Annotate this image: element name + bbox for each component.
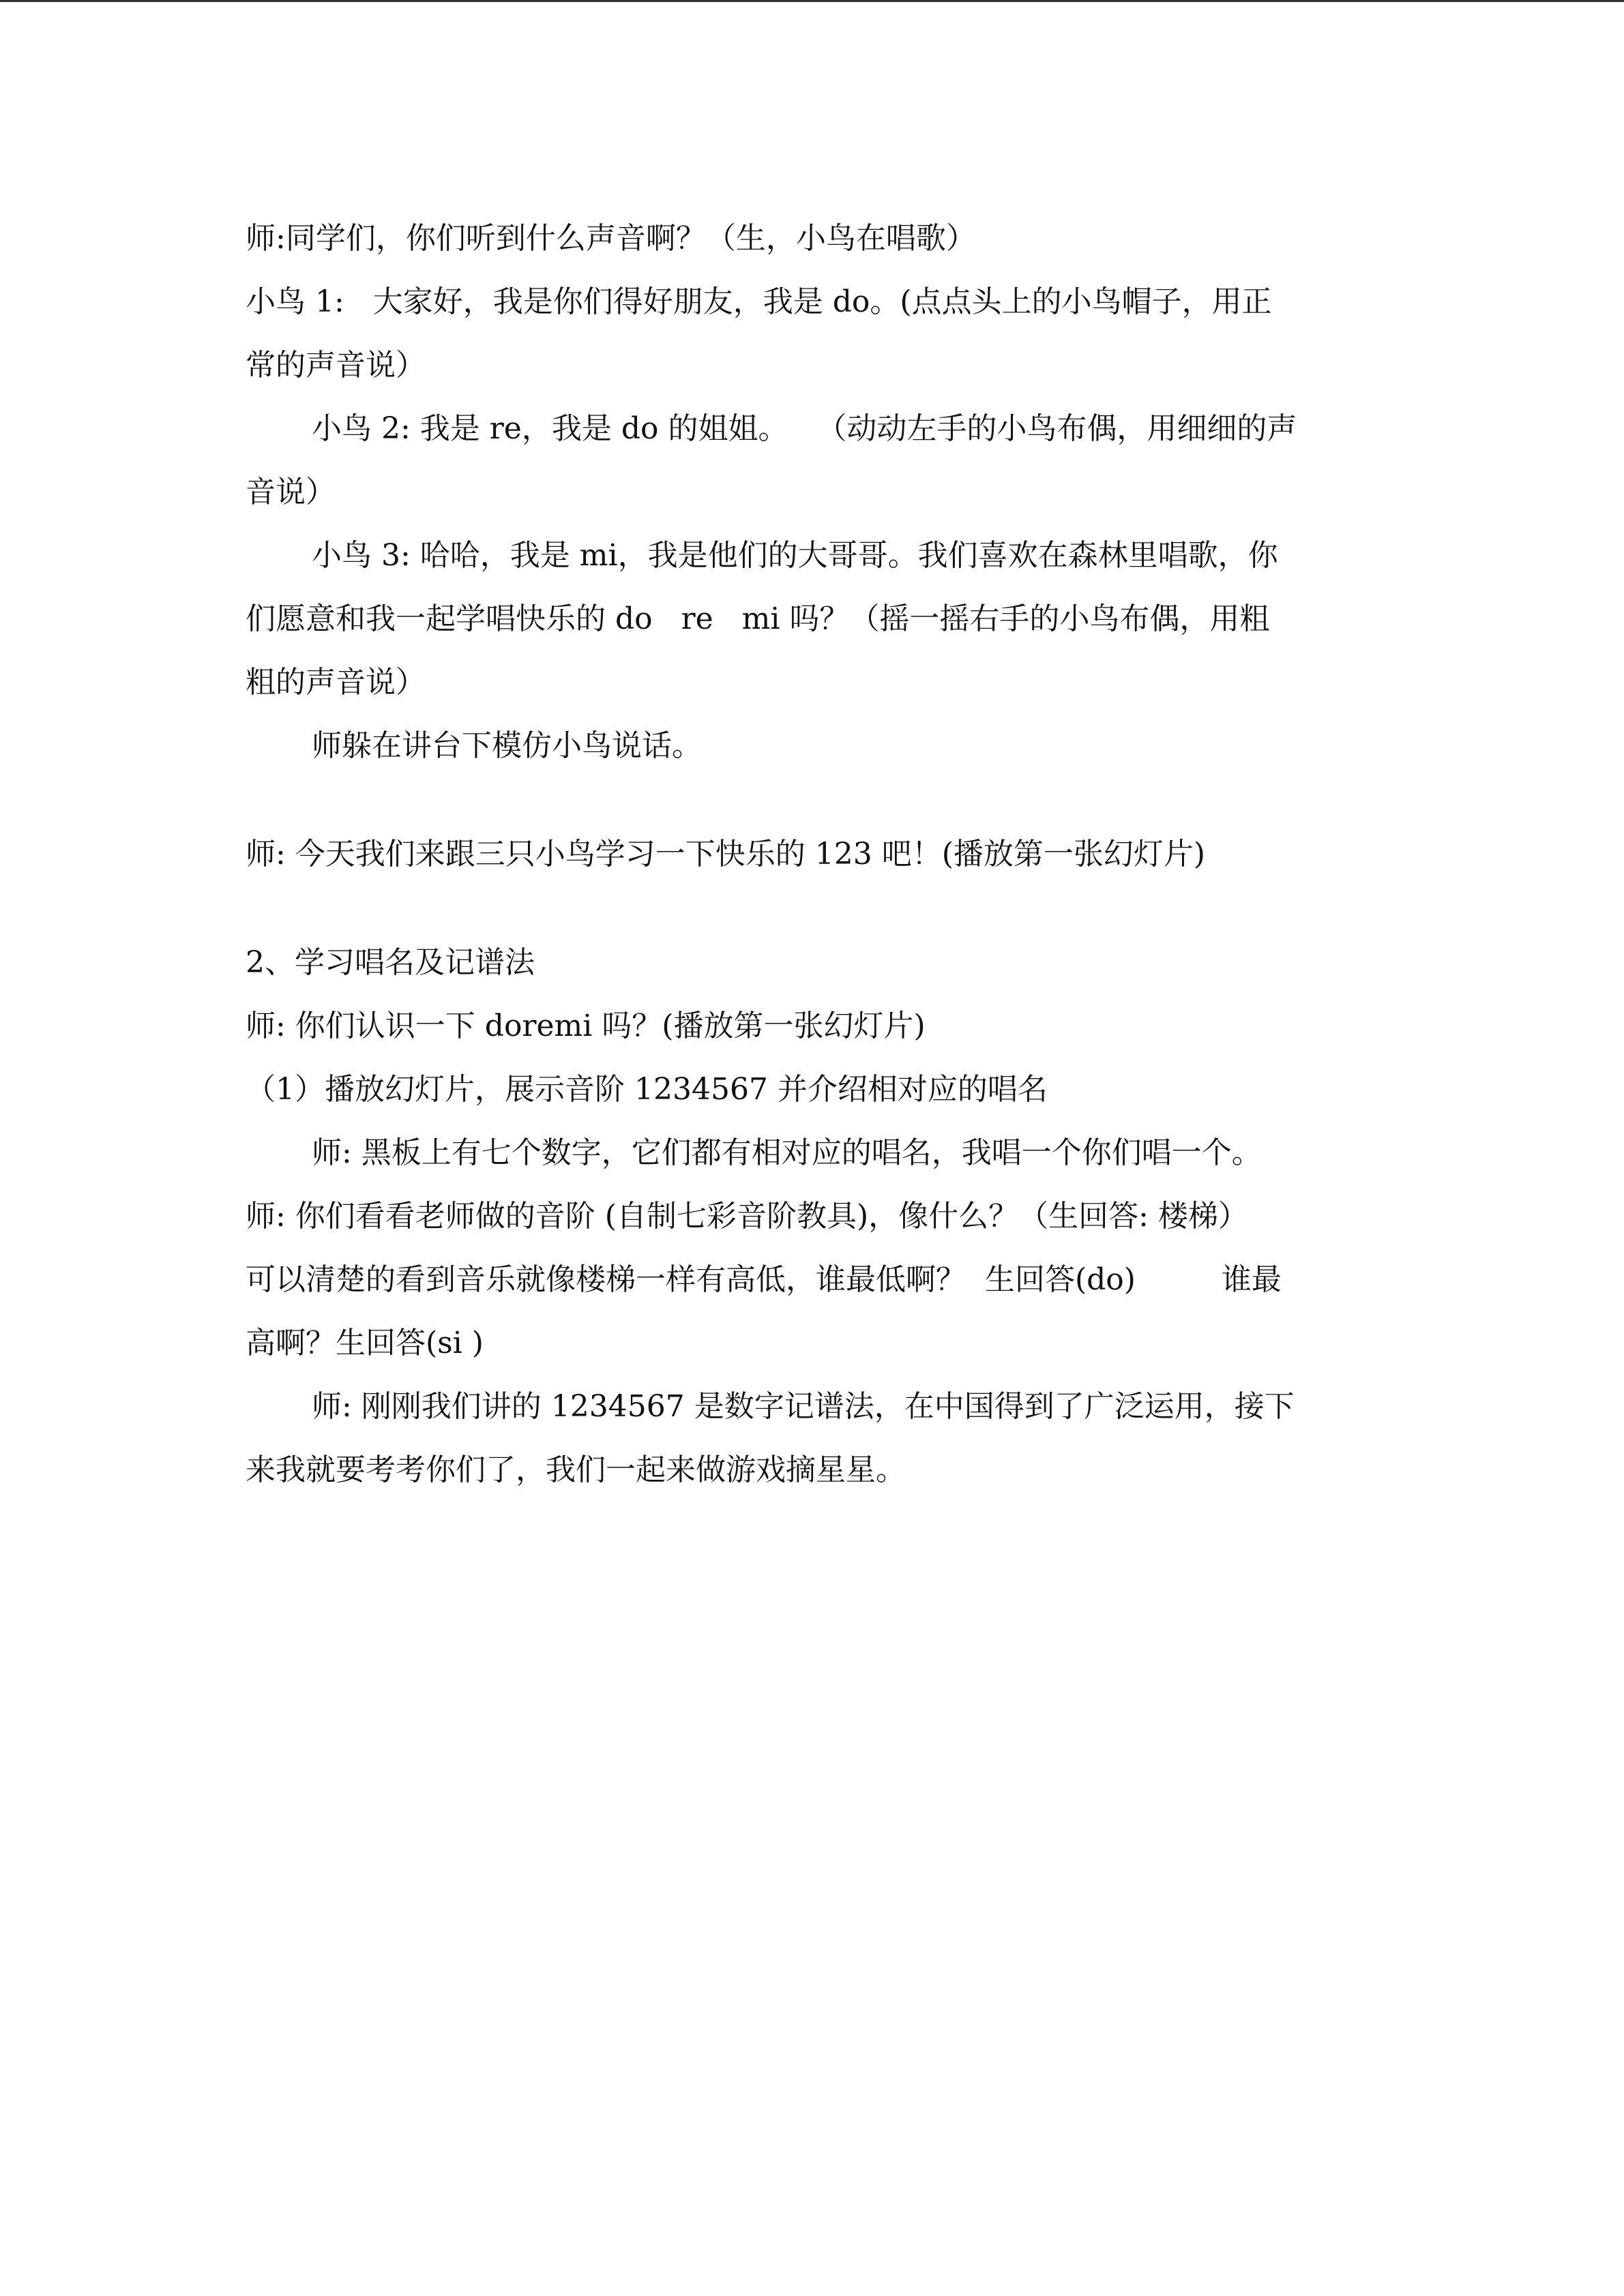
- paragraph-spacer: [246, 777, 1381, 822]
- document-body: [246, 207, 1381, 1502]
- paragraph-line: 来我就要考考你们了，我们一起来做游戏摘星星。: [246, 1452, 906, 1487]
- paragraph-line: 师: 刚刚我们讲的 1234567 是数字记谱法，在中国得到了广泛运用，接下: [312, 1389, 1295, 1424]
- paragraph-line: 高啊？生回答(si ): [246, 1326, 484, 1360]
- paragraph-line: 师: 你们认识一下 doremi 吗？(播放第一张幻灯片): [246, 1009, 926, 1043]
- paragraph-line: 师躲在讲台下模仿小鸟说话。: [312, 728, 702, 763]
- paragraph-line: 师: 今天我们来跟三只小鸟学习一下快乐的 123 吧！(播放第一张幻灯片): [246, 837, 1206, 871]
- paragraph-line: 常的声音说）: [246, 348, 426, 383]
- paragraph-line: （1）播放幻灯片，展示音阶 1234567 并介绍相对应的唱名: [246, 1072, 1048, 1107]
- paragraph-line: 可以清楚的看到音乐就像楼梯一样有高低，谁最低啊？ 生回答(do) 谁最: [246, 1262, 1282, 1297]
- paragraph-spacer: [246, 886, 1381, 931]
- paragraph-line: 小鸟 3: 哈哈，我是 mi，我是他们的大哥哥。我们喜欢在森林里唱歌，你: [312, 538, 1278, 573]
- section-heading: 2、学习唱名及记谱法: [246, 945, 535, 980]
- paragraph-line: 粗的声音说）: [246, 665, 426, 700]
- paragraph-line: 小鸟 1: 大家好，我是你们得好朋友，我是 do。(点点头上的小鸟帽子，用正: [246, 284, 1272, 319]
- paragraph-line: 师: 你们看看老师做的音阶 (自制七彩音阶教具)，像什么？（生回答: 楼梯）: [246, 1199, 1248, 1234]
- paragraph-line: 师:同学们，你们听到什么声音啊？（生，小鸟在唱歌）: [246, 221, 976, 256]
- paragraph-line: 音说）: [246, 475, 336, 509]
- paragraph-line: 师: 黑板上有七个数字，它们都有相对应的唱名，我唱一个你们唱一个。: [312, 1135, 1262, 1170]
- paragraph-line: 们愿意和我一起学唱快乐的 do re mi 吗？（摇一摇右手的小鸟布偶，用粗: [246, 601, 1270, 636]
- paragraph-line: 小鸟 2: 我是 re，我是 do 的姐姐。 （动动左手的小鸟布偶，用细细的声: [312, 411, 1297, 446]
